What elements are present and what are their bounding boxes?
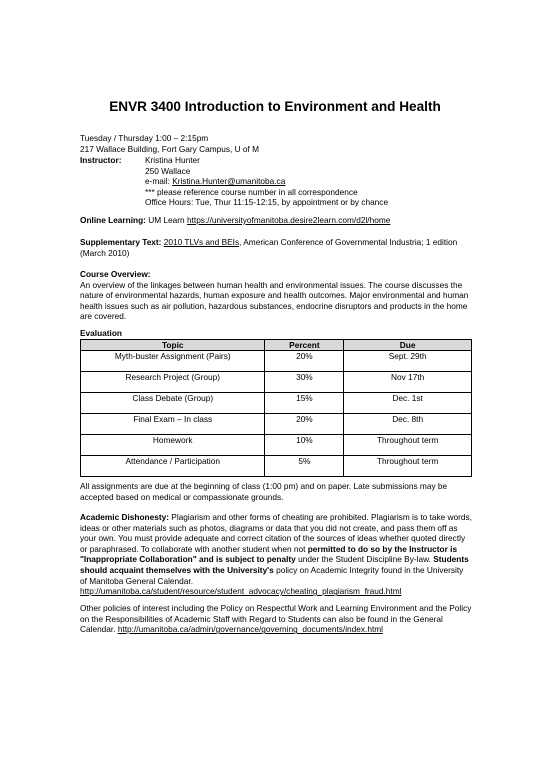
cell-topic: Final Exam – In class	[81, 414, 265, 435]
cell-due: Dec. 8th	[344, 414, 472, 435]
course-title: ENVR 3400 Introduction to Environment and Health	[109, 99, 441, 114]
cell-percent: 5%	[265, 456, 344, 477]
schedule	[80, 133, 472, 154]
table-header-row	[81, 340, 472, 351]
cell-topic: Attendance / Participation	[81, 456, 265, 477]
cell-due: Dec. 1st	[344, 393, 472, 414]
cell-percent: 20%	[265, 414, 344, 435]
overview-heading: Course Overview:	[80, 269, 151, 279]
academic-dishonesty	[80, 512, 472, 597]
instructor-email-line	[145, 176, 475, 187]
instructor-label: Instructor:	[80, 155, 122, 165]
cell-due: Nov 17th	[344, 372, 472, 393]
evaluation-note: All assignments are due at the beginning of class (1:00 pm) and on paper. Late submissions may be accepted based on medical or compassionate grounds.	[80, 481, 448, 502]
umlearn-link[interactable]: https://universityofmanitoba.desire2learn.com/d2l/home	[186, 215, 391, 225]
instructor-email-link[interactable]: Kristina.Hunter@umanitoba.ca	[172, 176, 286, 187]
office-hours: Office Hours: Tue, Thur 11:15-12:15, by appointment or by chance	[145, 197, 389, 208]
schedule-time: Tuesday / Thursday 1:00 – 2:15pm	[80, 133, 209, 143]
cell-percent: 20%	[265, 351, 344, 372]
instructor-details	[145, 155, 475, 208]
supplementary-label: Supplementary Text:	[80, 237, 162, 247]
column-header-due: Due	[344, 340, 472, 351]
table-row	[81, 435, 472, 456]
schedule-location: 217 Wallace Building, Fort Gary Campus, U of M	[80, 143, 260, 154]
email-prefix: e-mail:	[145, 176, 173, 187]
table-row	[81, 372, 472, 393]
cell-topic: Class Debate (Group)	[81, 393, 265, 414]
supplementary-book: 2010 TLVs and BEIs	[163, 237, 240, 247]
table-row	[81, 393, 472, 414]
column-header-topic: Topic	[81, 340, 265, 351]
evaluation-table	[80, 339, 472, 477]
table-row	[81, 414, 472, 435]
table-row	[81, 351, 472, 372]
course-overview	[80, 269, 472, 322]
table-row	[81, 456, 472, 477]
dishonesty-bold-2: Students should acquaint themselves with the University's	[80, 554, 469, 575]
dishonesty-label: Academic Dishonesty:	[80, 512, 169, 522]
cell-topic: Research Project (Group)	[81, 372, 265, 393]
plagiarism-policy-link[interactable]: http://umanitoba.ca/student/resource/student_advocacy/cheating_plagiarism_fraud.html	[80, 586, 402, 597]
cell-due: Sept. 29th	[344, 351, 472, 372]
dishonesty-text-3: policy on Academic Integrity found in the University of Manitoba General Calendar.	[80, 564, 464, 586]
governance-link[interactable]: http://umanitoba.ca/admin/governance/governing_documents/index.html	[117, 624, 384, 635]
online-learning	[80, 215, 472, 226]
cell-percent: 10%	[265, 435, 344, 456]
instructor-office: 250 Wallace	[145, 165, 191, 176]
dishonesty-text-1: Plagiarism and other forms of cheating are prohibited. Plagiarism is to take words, ideas or other materials such as photos, diagrams or data that you did not create, and pass them off as your own. You must provide adequate and correct citation of the sources of ideas whether quoted directly or paraphrased. To collaborate with another student when not	[80, 512, 472, 554]
instructor-name: Kristina Hunter	[145, 155, 200, 165]
cell-topic: Homework	[81, 435, 265, 456]
cell-percent: 15%	[265, 393, 344, 414]
supplementary-text	[80, 237, 472, 258]
evaluation-heading: Evaluation	[80, 328, 122, 338]
cell-percent: 30%	[265, 372, 344, 393]
dishonesty-bold-1: permitted to do so by the Instructor is "Inappropriate Collaboration" and is subject to penalty	[80, 543, 458, 565]
correspondence-note: *** please reference course number in all correspondence	[145, 186, 358, 197]
other-policies	[80, 603, 472, 635]
cell-topic: Myth-buster Assignment (Pairs)	[81, 351, 265, 372]
cell-due: Throughout term	[344, 456, 472, 477]
column-header-percent: Percent	[265, 340, 344, 351]
dishonesty-text-2: under the Student Discipline By-law.	[295, 554, 434, 565]
cell-due: Throughout term	[344, 435, 472, 456]
online-learning-text: UM Learn	[145, 215, 187, 225]
overview-text: An overview of the linkages between human health and environmental issues. The course discusses the nature of environmental hazards, human exposure and health outcomes. Major environmental and human health issues such as air pollution, hazardous substances, endocrine disruptors and products in the home are covered.	[80, 279, 469, 322]
supplementary-rest: , American Conference of Governmental Industria; 1 edition (March 2010)	[80, 237, 458, 258]
policies-text: Other policies of interest including the Policy on Respectful Work and Learning Environment and the Policy on the Responsibilities of Academic Staff with Regard to Students can also be found in the General Calendar.	[80, 603, 472, 635]
online-learning-label: Online Learning:	[80, 215, 146, 225]
